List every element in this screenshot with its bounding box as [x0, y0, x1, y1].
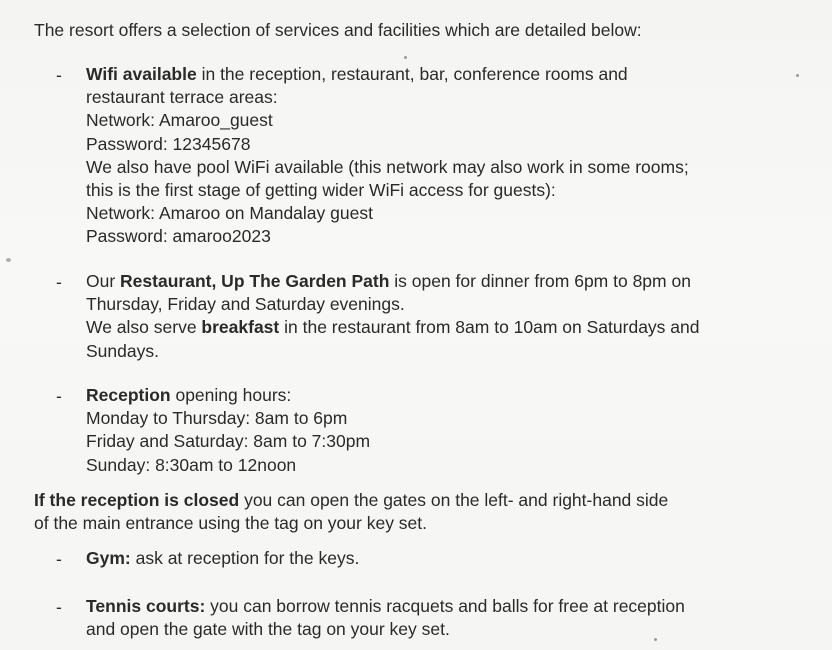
pool-wifi-line-2: this is the first stage of getting wider WiFi access for guests): — [86, 180, 556, 201]
reception-fri-sat: Friday and Saturday: 8am to 7:30pm — [86, 431, 371, 452]
wifi-password: Password: 12345678 — [86, 133, 251, 154]
reception-sunday: Sunday: 8:30am to 12noon — [86, 454, 297, 475]
restaurant-line-1 — [86, 270, 826, 293]
wifi-line-2: restaurant terrace areas: — [86, 87, 278, 108]
tennis-line-1-rest: you can borrow tennis racquets and balls for free at reception — [205, 596, 685, 616]
restaurant-line-1-rest: is open for dinner from 6pm to 8pm on — [389, 271, 691, 291]
wifi-line-1-rest: in the reception, restaurant, bar, conference rooms and — [196, 64, 628, 84]
bullet-marker: - — [56, 549, 62, 569]
tennis-section — [86, 595, 826, 641]
reception-mon-thu: Monday to Thursday: 8am to 6pm — [86, 408, 348, 429]
breakfast-prefix: We also serve — [86, 317, 202, 338]
pool-wifi-password: Password: amaroo2023 — [86, 226, 271, 247]
wifi-heading: Wifi available — [86, 64, 197, 84]
restaurant-name: Restaurant, Up The Garden Path — [120, 271, 390, 291]
restaurant-section — [86, 270, 826, 363]
breakfast-line-1-rest: in the restaurant from 8am to 10am on Saturdays and — [279, 317, 700, 338]
tennis-heading: Tennis courts: — [86, 596, 206, 616]
bullet-marker: - — [56, 65, 62, 85]
intro-text: The resort offers a selection of services and facilities which are detailed below: — [34, 20, 642, 40]
scan-speck — [404, 56, 407, 59]
scan-speck — [6, 258, 11, 262]
reception-closed-paragraph — [34, 489, 824, 535]
reception-heading: Reception — [86, 385, 171, 405]
gym-rest: ask at reception for the keys. — [130, 548, 360, 568]
gym-heading: Gym: — [86, 548, 131, 568]
closed-line-1-rest: you can open the gates on the left- and right-hand side — [239, 490, 669, 510]
pool-wifi-line-1: We also have pool WiFi available (this network may also work in some rooms; — [86, 156, 689, 177]
tennis-line-1 — [86, 595, 826, 618]
restaurant-line-2: Thursday, Friday and Saturday evenings. — [86, 294, 405, 315]
wifi-section — [86, 63, 826, 249]
pool-wifi-network: Network: Amaroo on Mandalay guest — [86, 203, 373, 224]
tennis-line-2: and open the gate with the tag on your key set. — [86, 619, 450, 640]
breakfast-word: breakfast — [201, 317, 280, 338]
reception-section — [86, 384, 826, 477]
reception-heading-rest: opening hours: — [170, 385, 292, 405]
closed-heading: If the reception is closed — [34, 490, 240, 510]
gym-line — [86, 547, 826, 570]
reception-line-1 — [86, 384, 826, 407]
bullet-marker: - — [56, 597, 62, 617]
restaurant-prefix: Our — [86, 271, 121, 291]
breakfast-line-1 — [86, 316, 826, 339]
closed-line-1 — [34, 489, 824, 512]
gym-section — [86, 547, 826, 570]
breakfast-line-2: Sundays. — [86, 340, 159, 361]
closed-line-2: of the main entrance using the tag on your key set. — [34, 513, 428, 534]
bullet-marker: - — [56, 272, 62, 292]
wifi-line-1 — [86, 63, 826, 86]
wifi-network: Network: Amaroo_guest — [86, 110, 273, 131]
bullet-marker: - — [56, 386, 62, 406]
